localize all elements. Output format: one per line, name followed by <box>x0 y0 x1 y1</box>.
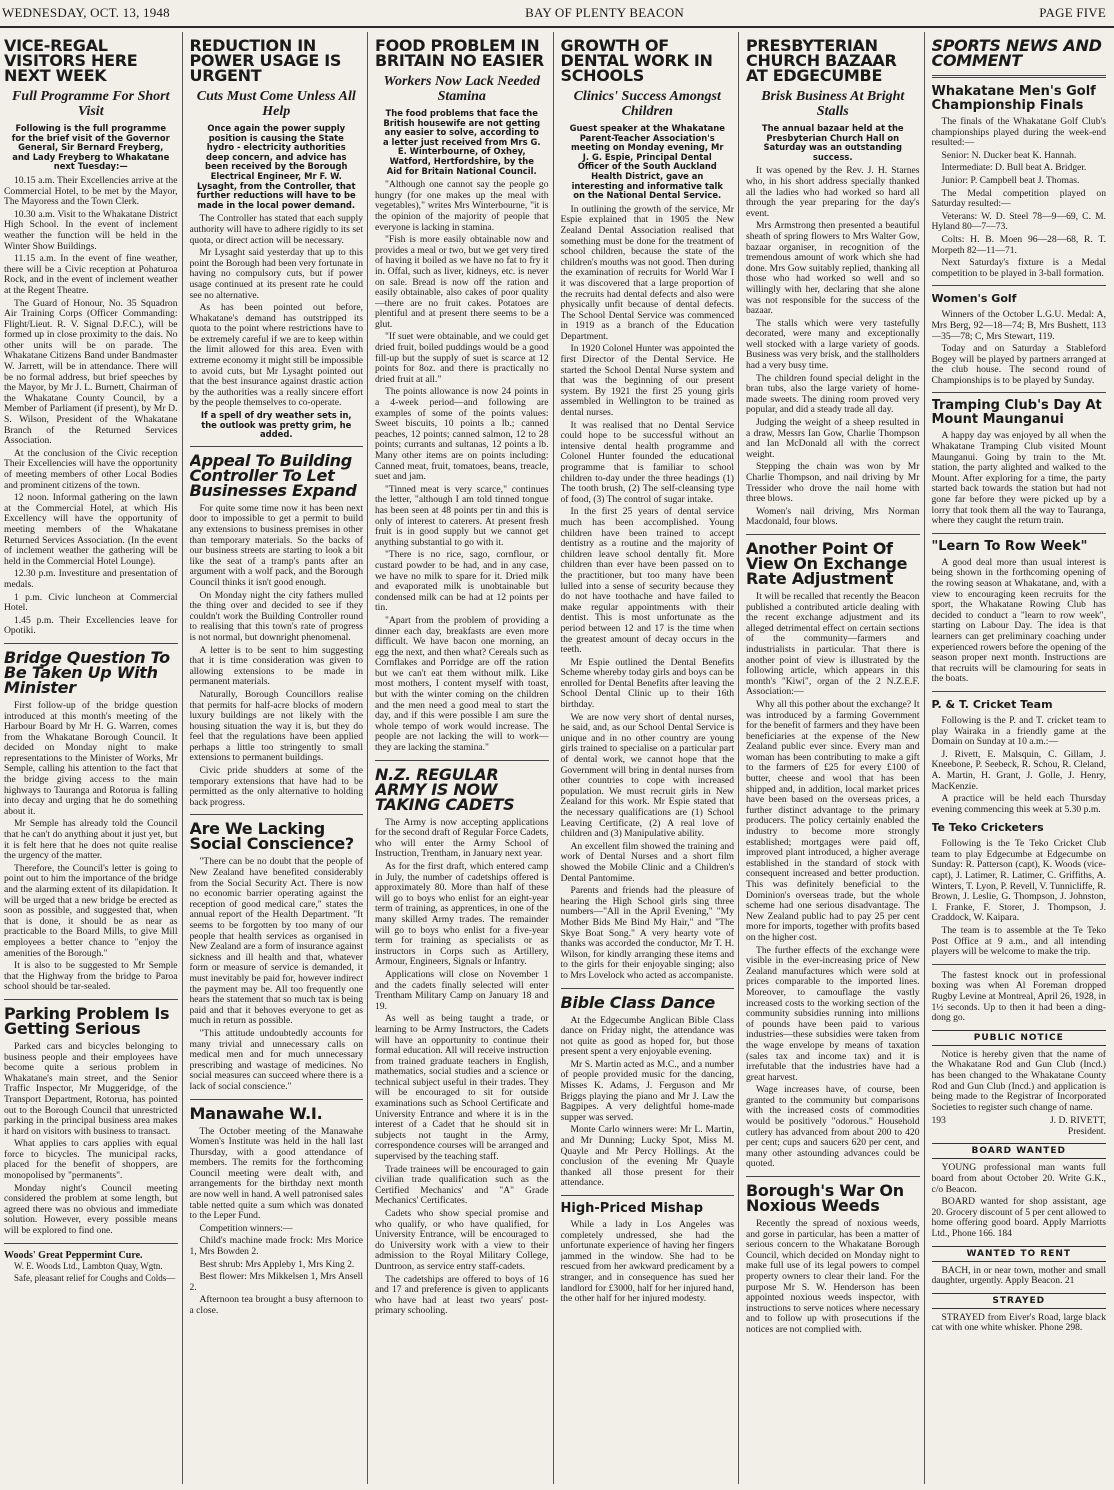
divider <box>4 643 178 644</box>
divider <box>4 999 178 1000</box>
divider <box>4 1243 178 1244</box>
paragraph: Following is the P. and T. cricket team to play Wairaka in a friendly game at the Domain on Sunday at 10 a.m.:— <box>931 714 1106 748</box>
public-notice-title: PUBLIC NOTICE <box>932 1030 1107 1046</box>
paragraph: In 1920 Colonel Hunter was appointed the first Director of the Dental Service. He started the School Dental Nurse system and that was the beginning of our present system. By 1921 the first 25 young girls assembled in Wellington to be trained as dental nurses. <box>560 343 734 419</box>
paragraph: Recently the spread of noxious weeds, and gorse in particular, has been a matter of serious concern to the Whakatane Borough Council, which decided on Monday night to make full use of its legal powers to compel property owners to clear their land. For the purpose Mr S. W. Henderson has been appointed noxious weeds inspector, with instructions to serve notices where necessary and to follow up with prosecutions if the notices are not complied with. <box>746 1218 920 1335</box>
article-dental-work <box>561 38 735 982</box>
subheadline: Full Programme For Short Visit <box>11 89 170 119</box>
article-exchange-rate <box>746 538 920 1170</box>
divider <box>932 392 1107 393</box>
closing-paragraph: If a spell of dry weather sets in, the outlook was pretty grim, he added. <box>200 410 352 440</box>
column-3 <box>375 32 554 1484</box>
paragraph: Therefore, the Council's letter is going to point out to him the importance of the bridge and the alarming extent of its dilapidation. It will be urged that a new bridge be erected as soon as possible, and suggested that, when that is done, it should be as near as practicable to the Board Mills, to give Mill employees a better chance to "enjoy the amenities of the Borough." <box>4 862 178 959</box>
article-te-teko-cricket <box>932 821 1107 958</box>
public-notice-text: Notice is hereby given that the name of the Whakatane Rod and Gun Club (Incd.) has been changed to the Whakatane County Rod and Gun Club (Incd.) and application is being made to the Registrar of Incorporated Societies to register such change of name. <box>931 1048 1106 1113</box>
divider <box>190 814 364 815</box>
classified-ad: STRAYED from Eiver's Road, large black cat with one white whisker. Phone 298. <box>931 1311 1106 1334</box>
headline: Whakatane Men's Golf Championship Finals <box>931 84 1096 113</box>
paragraph: In the first 25 years of dental service much has been accomplished. Young children have been trained to accept dentistry as a routine and the majority of children leave school dentally fit. More children than ever have been passed on to the practitioner, but too many have been lulled into a sense of security because they do not have toothache and have failed to make regular appointments with their dentist. This is most unfortunate as the period between 12 and 17 is the time when the greatest amount of decay occurs in the teeth. <box>560 506 734 656</box>
columns <box>4 32 1110 1484</box>
headline: Parking Problem Is Getting Serious <box>4 1003 170 1038</box>
column-1 <box>4 32 183 1484</box>
paragraph: The finals of the Whakatane Golf Club's championships played during the week-end resulted:— <box>931 116 1106 149</box>
article-parking-problem <box>4 1003 178 1237</box>
paragraph: Cadets who show special promise and who qualify, or who have qualified, for University Entrance, will be encouraged to do University work with a view to their admission to the Royal Military College, Duntroon, as service entry staff-cadets. <box>375 1208 549 1272</box>
headline: Another Point Of View On Exchange Rate Adjustment <box>746 538 908 588</box>
column-4 <box>561 32 740 1484</box>
paragraph: In outlining the growth of the service, Mr Espie explained that in 1905 the New Zealand Dental Association realised that something must be done for the treatment of school children, because the state of the children's mouths was not good. Then during the examination of recruits for World War I it was discovered that a large proportion of the recruits had dental defects and also were physically unfit because of dental defects. The School Dental Service was commenced in 1919 as a branch of the Education Department. <box>560 203 734 342</box>
article-learn-to-row <box>932 540 1107 685</box>
paragraph: J. Rivett, E. Malsquin, C. Gillam, J. Kneebone, P. Seebeck, R. Schou, R. Cleland, A. Martin, H. Grant, J. Golle, J. Henry, MacKenzie. <box>931 748 1106 792</box>
headline: Are We Lacking Social Conscience? <box>189 819 354 854</box>
paragraph: 10.30 a.m. Visit to the Whakatane District High School. In the event of inclement weather the function will be held in the Winter Show Buildings. <box>4 208 178 252</box>
headline: FOOD PROBLEM IN BRITAIN NO EASIER <box>375 36 544 70</box>
paragraph: Women's nail driving, Mrs Norman Macdonald, four blows. <box>746 505 920 528</box>
headline: High-Priced Mishap <box>560 1201 704 1216</box>
ad-line: W. E. Woods Ltd., Lambton Quay, Wgtn. <box>14 1260 163 1271</box>
headline: Bible Class Dance <box>560 992 715 1012</box>
divider <box>932 285 1107 286</box>
notice-signer <box>1050 1115 1106 1137</box>
paragraph: The stalls which were very tastefully decorated, were many and exceptionally well stocked with a large variety of goods. Business was very brisk, and the stallholders had a very busy time. <box>746 317 920 372</box>
paragraph: "Tinned meat is very scarce," continues the letter, "although I am told tinned tongue has been seen at 48 points per tin and this is only of interest to caterers. At present fresh fruit is in good supply but we cannot get anything substantial to go with it. <box>375 483 549 548</box>
paper-name: BAY OF PLENTY BEACON <box>525 5 685 20</box>
article-army-cadets <box>375 764 549 1317</box>
paragraph: Mr Lysaght said yesterday that up to this point the Borough had been very fortunate in having no compulsory cuts, but if power usage continued at its present rate he could see no alternative. <box>189 247 363 301</box>
paragraph: 12 noon. Informal gathering on the lawn at the Commercial Hotel, at which His Excellency will have the opportunity of meeting members of the Whakatane Returned Services Association. (In the event of inclement weather the gathering will be held in the Commercial Hotel Lounge). <box>4 492 178 567</box>
paragraph: "There is no rice, sago, cornflour, or custard powder to be had, and in any case, we have no milk to spare for it. Dried milk and evaporated milk is unobtainable but condensed milk can be had at 12 points per tin. <box>375 549 549 614</box>
divider <box>746 1176 920 1177</box>
subheadline: Brisk Business At Bright Stalls <box>761 89 905 119</box>
masthead-rule <box>0 26 1114 28</box>
headline: GROWTH OF DENTAL WORK IN SCHOOLS <box>560 36 713 85</box>
paragraph: A happy day was enjoyed by all when the Whakatane Tramping Club visited Mount Maunganui. Going by train to the Mt. station, the party alighted and walked to the Mount. After exploring for a time, the party started back towards the station but had not gone far before they were picked up by a lorry that took them all the way to Tauranga, where they caught the return train. <box>931 430 1106 527</box>
paragraph: Stepping the chain was won by Mr Charlie Thompson, and nail driving by Mr Tressider who drove the nail home with three blows. <box>746 461 920 505</box>
lead-paragraph: The food problems that face the British housewife are not getting any easier to solve, according to a letter just received from Mrs G. E. Winterbourne, of Oxhey, Watford, Hertfordshire, by the Aid for Britain National Council. <box>382 108 541 176</box>
paragraph: At the conclusion of the Civic reception Their Excellencies will have the opportunity of meeting members of other Local Bodies and prominent citizens of the town. <box>4 447 178 491</box>
article-bible-class-dance <box>560 992 735 1190</box>
divider <box>932 533 1107 534</box>
article-mens-golf <box>932 85 1107 279</box>
lead-paragraph: The annual bazaar held at the Presbyterian Church Hall on Saturday was an outstanding success. <box>761 123 904 162</box>
article-pt-cricket <box>932 698 1107 815</box>
headline: Women's Golf <box>931 292 1017 306</box>
paragraph: Mr Semple has already told the Council that he can't do anything about it just yet, but it is felt here that he does not quite realise the urgency of the matter. <box>4 818 178 862</box>
paragraph: The further effects of the exchange were visible in the ever-increasing price of New Zealand manufactures which were sold at prices comparable to the imported lines. Moreover, to camouflage the vastly increased costs to the working section of the community subsidies running into millions of pounds have been paid to various industries—these subsidies were taken from the wage envelope by means of taxation (sales tax and income tax) and it is irrefutable that the industries have had a great harvest. <box>746 944 920 1083</box>
classified-title: WANTED TO RENT <box>932 1246 1107 1262</box>
article-womens-golf <box>932 292 1107 386</box>
paragraph: Wage increases have, of course, been granted to the community but comparisons with the increased costs of commodities would be positively "odorous." Household cutlery has advanced from about 200 to 420 per cent; cups and saucers 620 per cent, and many other astounding advances could be quoted. <box>746 1084 920 1170</box>
paragraph: Applications will close on November 1 and the cadets finally selected will enter Trentham Military Camp on January 18 and 19. <box>375 968 549 1012</box>
paragraph: Colts: H. B. Moen 96—28—68, R. T. Morpeth 82—11—71. <box>931 233 1106 256</box>
classified-title: STRAYED <box>932 1293 1107 1309</box>
headline: Appeal To Building Controller To Let Businesses Expand <box>189 450 357 500</box>
paragraph: Mrs Armstrong then presented a beautiful sheath of spring flowers to Mrs Walter Gow, bazaar organiser, in recognition of the tremendous amount of work which she had done. Mrs Gow suitably replied, thanking all those who had worked so well and so willingly with her, declaring that she alone was not responsible for the success of the bazaar. <box>746 220 920 317</box>
advertisement-woods <box>4 1250 178 1283</box>
paragraph: The points allowance is now 24 points in a 4-week period—and following are examples of some of the points values: Sweet biscuits, 10 points a lb.; canned peaches, 12 points; canned salmon, 12 to 28 points; currants and sultanas, 12 points a lb. Many other items are on points including: Canned meat, fruit, tomatoes, beans, treacle, suet and jam. <box>375 386 549 483</box>
divider <box>561 1195 735 1196</box>
lead-paragraph: Once again the power supply position is causing the State hydro - electricity authorities deep concern, and advice has been received by the Borough Electrical Engineer, Mr F. W. Lysaght, from the Controller, that further reductions will have to be made in the local power demand. <box>196 123 356 210</box>
section-heading: SPORTS NEWS AND COMMENT <box>931 36 1102 70</box>
article-church-bazaar <box>746 38 920 528</box>
paragraph: 12.30 p.m. Investiture and presentation of medals. <box>4 568 178 590</box>
subheadline: Workers Now Lack Needed Stamina <box>383 74 540 104</box>
column-5 <box>746 32 925 1484</box>
paragraph: The October meeting of the Manawahe Women's Institute was held in the hall last Thursday, with a good attendance of members. The remits for the forthcoming Council meeting were dealt with, and arrangements for the birthday next month are now well in hand. A well patronised sales table netted quite a sum which was donated to the Leper Fund. <box>189 1125 363 1222</box>
ad-title: Woods' Great Peppermint Cure. <box>4 1249 143 1261</box>
paragraph: Winners of the October L.G.U. Medal: A, Mrs Berg, 92—18—74; B, Mrs Bushett, 113—35—78; C, Mrs Stewart, 119. <box>931 309 1106 342</box>
headline: N.Z. REGULAR ARMY IS NOW TAKING CADETS <box>375 764 515 814</box>
paragraph: 1 p.m. Civic luncheon at Commercial Hotel. <box>4 591 178 614</box>
paragraph: Civic pride shudders at some of the temporary extensions that have had to be permitted as the only alternative to holding back progress. <box>189 765 363 808</box>
paragraph: 1.45 p.m. Their Excellencies leave for Opotiki. <box>4 614 178 637</box>
headline: Te Teko Cricketers <box>931 821 1044 835</box>
paragraph: Afternoon tea brought a busy afternoon to a close. <box>189 1294 363 1316</box>
lead-paragraph: Guest speaker at the Whakatane Parent-Teacher Association's meeting on Monday evening, Mr J. G. Espie, Principal Dental Officer of the South Auckland Health District, gave an interesting and informative talk on the National Dental Service. <box>569 123 725 201</box>
article-bridge-question <box>4 647 178 993</box>
paragraph: Next Saturday's fixture is a Medal competition to be played in 3-ball formation. <box>931 257 1106 279</box>
paragraph: 10.15 a.m. Their Excellencies arrive at the Commercial Hotel, to be met by the Mayor, The Mayoress and the Town Clerk. <box>4 174 178 208</box>
paragraph: Trade trainees will be encouraged to gain civilian trade qualification such as the Certified Mechanics' and "A" Grade Mechanics' Certificates. <box>375 1163 549 1207</box>
paragraph: It will be recalled that recently the Beacon published a contributed article dealing with the recent exchange adjustment and its alleged detrimental effect on certain sections of the community—farmers and industrialists in particular. That there is another point of view is illustrated by the following article, which appears in this month's "Kiwi", organ of the 2 N.Z.E.F. Association:— <box>746 590 920 698</box>
paragraph: "Apart from the problem of providing a dinner each day, breakfasts are even more difficult. We have bacon one morning, an egg the next, and then what? Cereals such as Cornflakes and Porridge are off the ration but we can't eat them without milk. Like most mothers, I content myself with toast, but with the winter coming on the children and the men need a good meal to start the day, and if this were possible I am sure the whole tempo of work would increase. The people are not lacking the will to work—they are lacking the stamina." <box>375 614 549 754</box>
headline: Bridge Question To Be Taken Up With Minister <box>4 647 170 697</box>
classified-title: BOARD WANTED <box>932 1143 1107 1159</box>
headline: REDUCTION IN POWER USAGE IS URGENT <box>189 36 342 85</box>
paragraph: What applies to cars applies with equal force to bicycles. The municipal racks, placed for the benefit of shoppers, are monopolised by "permanents". <box>4 1138 178 1182</box>
divider <box>932 691 1107 692</box>
notice-signature <box>932 1115 1107 1137</box>
classified-ad: BACH, in or near town, mother and small daughter, urgently. Apply Beacon. 21 <box>931 1264 1106 1287</box>
signer-role: President. <box>1067 1126 1106 1138</box>
divider <box>375 760 549 761</box>
masthead <box>0 0 1114 26</box>
subheadline: Clinics' Success Amongst Children <box>573 89 721 119</box>
paragraph: 11.15 a.m. In the event of fine weather, there will be a Civic reception at Pohaturoa Rock, and in the event of inclement weather at the Regent Theatre. <box>4 253 178 296</box>
paragraph: As well as being taught a trade, or learning to be Army Instructors, the Cadets will have an opportunity to continue their formal education. All will receive instruction from trained graduate teachers in English, mathematics, social studies and a science or technical subject useful in their trades. They will be encouraged to sit for outside examinations such as School Certificate and University Entrance and where it is in the interest of a Cadet that he should sit in subjects not taught in the Army, correspondence courses will be arranged and supervised by the teaching staff. <box>375 1013 549 1163</box>
article-social-conscience <box>190 821 364 1092</box>
column-6 <box>932 32 1111 1484</box>
divider <box>561 988 735 989</box>
paragraph: First follow-up of the bridge question introduced at this month's meeting of the Harbour Board by Mr H. G. Warren, comes from the Whakatane Borough Council. It decided on Monday night to make representations to the Minister of Works, Mr Semple, calling his attention to the fact that the bridge giving access to the main highways to Tauranga and Rotorua is falling into decay and urging that he do something about it. <box>4 699 178 817</box>
divider <box>932 964 1107 965</box>
paragraph: A letter is to be sent to him suggesting that it is time consideration was given to allowing extensions to be made in permanent materials. <box>189 644 363 688</box>
paragraph: On Monday night the city fathers mulled the thing over and decided to see if they couldn't work the Building Controller round to realising that this town's rate of progress is not normal, but downright phenomenal. <box>189 589 363 643</box>
paragraph: Junior: P. Campbell beat J. Thomas. <box>941 174 1080 186</box>
article-food-problem <box>375 38 549 754</box>
paragraph: Today and on Saturday a Stableford Bogey will be played by partners arranged at the club house. The second round of Championships is to be played by Sunday. <box>931 343 1106 386</box>
divider <box>190 1099 364 1100</box>
paragraph: The children found special delight in the bran tubs, also the large variety of home-made sweets. The dining room proved very popular, and did a steady trade all day. <box>746 372 920 416</box>
divider <box>190 446 364 447</box>
paragraph: Judging the weight of a sheep resulted in a draw, Messrs Ian Gow, Charlie Thompson and Ian McDonald all with the correct weight. <box>746 417 920 460</box>
article-tramping-club <box>932 399 1107 526</box>
headline: "Learn To Row Week" <box>931 538 1088 554</box>
paragraph: Best shrub: Mrs Appleby 1, Mrs King 2. <box>199 1258 355 1270</box>
paragraph: It was opened by the Rev. J. H. Starnes who, in his short address specially thanked all the ladies who had worked so hard all through the year preparing for the day's event. <box>746 165 920 219</box>
paragraph: "There can be no doubt that the people of New Zealand have benefited considerably from the Social Security Act. There is now no economic barrier operating against the reception of good medical care," states the annual report of the Health Department. "It seems to be forgotten by too many of our people that health services as organised in New Zealand are a form of insurance against sickness and ill health and that, whatever form or measure of service is demanded, it must inevitably be paid for, however indirect the payment may be. All too frequently one hears the statement that so much tax is being paid and that it behoves everyone to get as much in return as possible. <box>189 856 363 1027</box>
paragraph: The fastest knock out in professional boxing was when Al Foreman dropped Rugby Levine at Montreal, April 26, 1928, in 1½ seconds. Up to then it had been a ding-dong go. <box>931 969 1106 1024</box>
classified-ad: YOUNG professional man wants full board from about October 20. Write G.K., c/o Beacon. <box>931 1162 1106 1195</box>
paragraph: Intermediate: D. Bull beat A. Bridger. <box>941 162 1087 174</box>
divider <box>746 534 920 535</box>
paragraph: Naturally, Borough Councillors realise that permits for half-acre blocks of modern luxury buildings are not likely with the housing situation the way it is, but they do feel that the regulations have been applied perhaps a little too stringently to small extensions to permanent buildings. <box>189 688 363 764</box>
paragraph: "If suet were obtainable, and we could get dried fruit, boiled puddings would be a good fill-up but the supply of suet is scarce at 12 points for 8oz. and there is practically no dried fruit at all." <box>375 331 549 385</box>
paragraph: Best flower: Mrs Mikkelsen 1, Mrs Ansell 2. <box>189 1271 363 1293</box>
signer-name: J. D. RIVETT, <box>1049 1115 1106 1127</box>
paragraph: A good deal more than usual interest is being shown in the forthcoming opening of the rowing season at Whakatane, and, with a view to encouraging keen recruits for the sport, the Whakatane Rowing Club has decided to conduct a "learn to row week", starting on Labour Day. The idea is that learners can get preliminary coaching under experienced rowers before the opening of the season proper next month. Instructions are that recruits will be clamouring for seats in the boats. <box>931 556 1106 685</box>
paragraph: Veterans: W. D. Steel 78—9—69, C. M. Hyland 80—7—73. <box>931 210 1106 233</box>
headline: Tramping Club's Day At Mount Maunganui <box>931 398 1102 428</box>
paragraph: The Controller has stated that each supply authority will have to adhere rigidly to its set quota, or direct action will be necessary. <box>189 213 363 246</box>
paragraph: The Army is now accepting applications for the second draft of Regular Force Cadets, who will enter the Army School of Instruction, Trentham, in January next year. <box>375 816 549 860</box>
article-power-usage <box>190 38 364 440</box>
paragraph: A practice will be held each Thursday evening commencing this week at 5.30 p.m. <box>931 793 1106 815</box>
paragraph: The Guard of Honour, No. 35 Squadron Air Training Corps (Officer Commanding: Flight/Lieut. R. V. Signal D.F.C.), will be formed up in close proximity to the dais. No other units will be on parade. The Whakatane Citizens Band under Bandmaster W. Jarrett, will be in attendance. There will be no formal address, but brief speeches by the Mayor, by Mr J. L. Burnett, Chairman of the Whakatane County Council, by a Member of Parliament (if present), by Mr D. S. Wilson, President of the Whakatane Branch of the Returned Services Association. <box>4 297 178 447</box>
article-noxious-weeds <box>746 1183 920 1336</box>
article-vice-regal <box>4 38 178 637</box>
headline: P. & T. Cricket Team <box>931 697 1053 711</box>
subheadline: Cuts Must Come Unless All Help <box>196 89 356 119</box>
paragraph: Parents and friends had the pleasure of hearing the High School girls sing three numbers—"All in the April Evening," "My Mother Bids Me Bind My Hair," and "The Skye Boat Song." A very hearty vote of thanks was accorded the conductor, Mr T. H. Wilson, for kindly arranging these items and to the girls for their enjoyable singing; also to Mrs Lovelock who acted as accompaniste. <box>560 885 734 981</box>
article-building-controller <box>189 450 364 809</box>
headline: Borough's War On Noxious Weeds <box>746 1181 904 1216</box>
paragraph: Competition winners:— <box>199 1222 293 1234</box>
column-2 <box>190 32 369 1484</box>
paragraph: Senior: N. Ducker beat K. Hannah. <box>941 149 1077 161</box>
headline: PRESBYTERIAN CHURCH BAZAAR AT EDGECUMBE <box>746 36 897 85</box>
paragraph: As for the first draft, which entered camp in July, the number of cadetships offered is approximately 80. More than half of these will go to boys who enlist for an eight-year term of training, as apprentices, in one of the many skilled Army trades. The remainder will go to boys who enlist for a five-year term for training as specialists or as instructors in Corps such as Artillery, Armour, Engineers, Signals or Infantry. <box>375 861 549 968</box>
paragraph: An excellent film showed the training and work of Dental Nurses and a short film showed the Mobile Clinic and a Children's Dental Pantomime. <box>560 840 734 884</box>
paragraph: Why all this pother about the exchange? It was introduced by a farming Government for the benefit of farmers and they have been beneficiaries at the expense of the New Zealand public ever since. Every man and woman has been contributing to make a gift to the farmers of £25 for every £100 of butter, cheese and wool that has been shipped and, in addition, local market prices have been based on the overseas prices, a further distinct advantage to the primary producers. The policy certainly enabled the industry to become more strongly established; mortgages were paid off, improved plant introduced, a higher average established in the standard of stock with consequent increased and better production. This was definitely beneficial to the Dominion's overseas trade, but the whole scheme had one serious disadvantage. The New Zealand public had to pay 25 per cent more for imports, together with profits based on the higher cost. <box>746 698 920 943</box>
paragraph: It is also to be suggested to Mr Semple that the Highway from the bridge to Paroa school should be tar-sealed. <box>4 960 178 993</box>
paragraph: The Medal competition played on Saturday resulted:— <box>931 187 1106 210</box>
paragraph: While a lady in Los Angeles was completely undressed, she had the unfortunate experience of having her fingers jammed in the window. She had to be rescued from her awkward predicament by a stranger, and in consequence has sued her landlord for £3000, half for her injured hand, the other half for her injured modesty. <box>560 1219 734 1305</box>
notice-ref: 193 <box>931 1115 946 1127</box>
article-high-priced-mishap <box>561 1202 735 1305</box>
article-boxing-fact <box>932 971 1107 1024</box>
paragraph: Child's machine made frock: Mrs Morice 1, Mrs Bowden 2. <box>189 1235 363 1258</box>
paragraph: The cadetships are offered to boys of 16 and 17 and preference is given to applicants who have had at least two years' post-primary schooling. <box>375 1273 549 1317</box>
paragraph: We are now very short of dental nurses, he said, and, as our School Dental Service is unique and in no other country are young girls trained to specialise on a particular part of dental work, we cannot hope that the Government will bring in dental nurses from other countries to cope with increased population. We must recruit girls in New Zealand for this work. Mr Espie stated that the necessary qualifications are (1) School Leaving Certificate, (2) A real love of children and (3) Manipulative ability. <box>560 711 734 840</box>
lead-paragraph: Following is the full programme for the brief visit of the Governor General, Sir Bernard Freyberg, and Lady Freyberg to Whakatane next Tuesday:— <box>11 123 170 172</box>
paragraph: As has been pointed out before, Whakatane's demand has outstripped its quota to the point where restrictions have to be extremely careful if we are to keep within the limit allowed for this area. Even with extreme economy it might still be impossible to avoid cuts, but Mr Lysaght pointed out that the best insurance against drastic action by the authorities was a really sincere effort by the people themselves to co-operate. <box>189 302 363 409</box>
headline: VICE-REGAL VISITORS HERE NEXT WEEK <box>4 36 138 85</box>
paragraph: The team is to assemble at the Te Teko Post Office at 9 a.m., and all intending players will be welcome to make the trip. <box>931 925 1106 958</box>
paragraph: For quite some time now it has been next door to impossible to get a permit to build any extensions to business premises in other than temporary materials. So the backs of our business streets are starting to look a bit like the seat of a tramp's pants after an argument with a wolf pack, and the Borough Council thinks it isn't good enough. <box>189 502 363 588</box>
paragraph: "Although one cannot say the people go hungry (for one makes up the meal with vegetables)," writes Mrs Winterbourne, "it is the opinion of the majority of people that everyone is lacking in stamina. <box>375 179 549 233</box>
headline: Manawahe W.I. <box>189 1103 323 1123</box>
divider <box>932 75 1107 78</box>
classified-ad: BOARD wanted for shop assistant, age 20. Grocery discount of 5 per cent allowed to home offering good board. Apply Marriotts Ltd., Phone 166. 184 <box>931 1196 1106 1239</box>
paragraph: Monday night's Council meeting considered the problem at some length, but agreed there was no obvious and immediate solution. However, every possible means will be explored to find one. <box>4 1182 178 1237</box>
paragraph: Mr S. Martin acted as M.C., and a number of people provided music for the dancing, Misses K. Adams, J. Ferguson and Mr Briggs playing the piano and Mr J. Law the Bagpipes. A very delightful home-made supper was served. <box>560 1058 734 1123</box>
paragraph: Parked cars and bicycles belonging to business people and their employees have become quite a serious problem in Whakatane's main street, and the Senior Traffic Inspector, Mr Muggeridge, of the Transport Department, Rotorua, has pointed out to the Borough Council that unrestricted parking in the principal business area makes it hard on visitors with business to transact. <box>4 1040 178 1137</box>
paragraph: Monte Carlo winners were: Mr L. Martin, and Mr Dunning; Lucky Spot, Miss M. Quayle and Mr Percy Hollings. At the conclusion of the evening Mr Quayle thanked all those present for their attendance. <box>560 1124 734 1189</box>
page-number: PAGE FIVE <box>1039 5 1106 20</box>
article-manawahe-wi <box>189 1103 364 1317</box>
ad-line: Safe, pleasant relief for Coughs and Colds— <box>14 1272 176 1283</box>
issue-date: WEDNESDAY, OCT. 13, 1948 <box>2 5 170 20</box>
paragraph: It was realised that no Dental Service could hope to be successful without an intensive dental health programme and Colonel Hunter founded the educational programme that is familiar to school children to-day under the three headings (1) The tooth brush, (2) The self-cleansing type of food, (3) The control of sugar intake. <box>560 419 734 505</box>
paragraph: "Fish is more easily obtainable now and provides a meal or two, but we get very tired of having it boiled as we have no fat to fry it in. Offal, such as liver, kidneys, etc. is never on sale. Bread is now off the ration and easily obtainable, also cakes of poor quality—there are no fruit cakes. Potatoes are plentiful and at present there seems to be a glut. <box>375 234 549 330</box>
paragraph: "This attitude undoubtedly accounts for many trivial and unnecessary calls on medical men and for much unnecessary prescribing and wastage of medicines. No social measures can succeed where there is a lack of social conscience." <box>189 1027 363 1092</box>
paragraph: Following is the Te Teko Cricket Club team to play Edgecumbe at Edgecumbe on Sunday: R. Patterson (capt), K. Woods (vice-capt), J. Latimer, R. Latimer, C. Griffiths, A. Winters, T. Lyon, P. Revell, V. Tunnicliffe, R. Brown, J. Leslie, G. Thompson, J. Johnston, I. Franke, F. Storer, J. Thompson, J. Craddock, W. Kaipara. <box>931 838 1106 924</box>
paragraph: At the Edgecumbe Anglican Bible Class dance on Friday night, the attendance was not quite as good as hoped for, but those present spent a very enjoyable evening. <box>560 1014 734 1058</box>
paragraph: Mr Espie outlined the Dental Benefits Scheme whereby today girls and boys can be enrolled for Dental Benefits after leaving the School Dental Clinic up to their 16th birthday. <box>560 656 734 711</box>
